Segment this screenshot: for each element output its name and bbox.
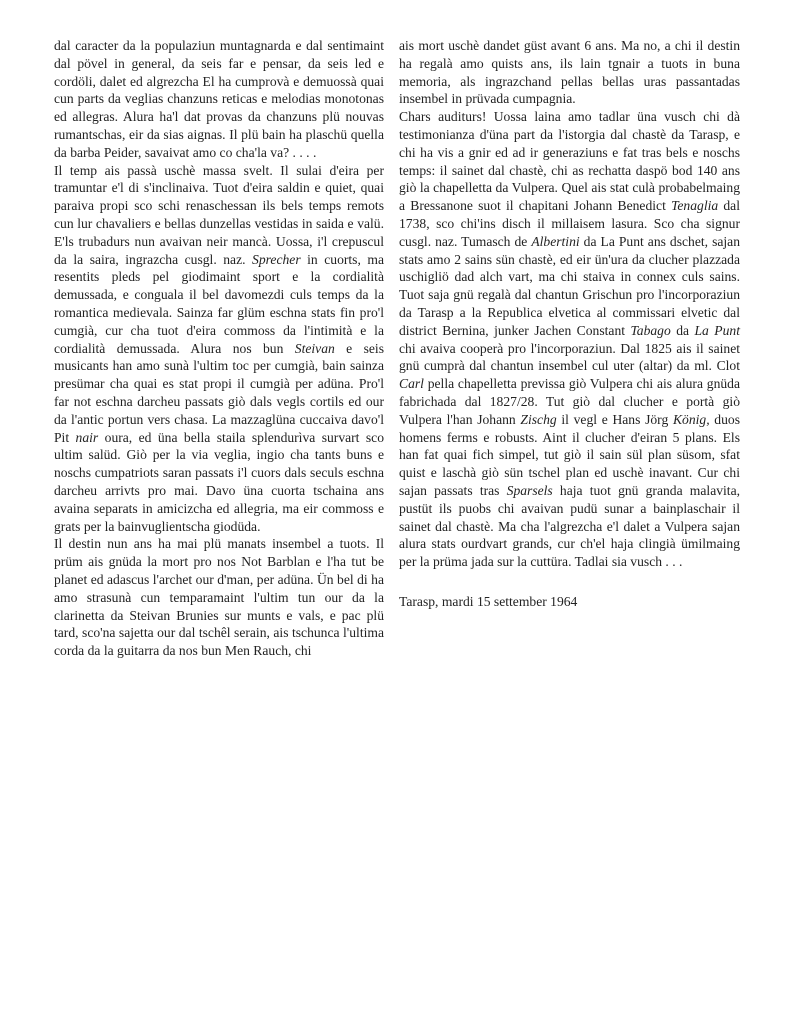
- left-column: [54, 37, 384, 660]
- italic-name: Zischg: [520, 411, 557, 427]
- text-run: e seis musicants han amo sunà l'ultim toc per cumgià, bain sainza presümar cha quai es stat propi il cumgià per adüna. Pro'l far not eschna darcheu passats giò dals vegls cortils ed our da l'antic portun vers chasa. La mazzaglüna cuccaiva davo'l Pit: [54, 340, 384, 445]
- text-run: Il destin nun ans ha mai plü manats insembel a tuots. Il prüm ais gnüda la mort pro nos Not Barblan e l'ha tut be planet ed adascus l'archet our d'man, per adüna. Ün bel di ha amo strasunà cun temparamaint l'ultim tun our da la clarinetta da Steivan Brunies sur munts e vals, e pac plü tard, sco'na sajetta our dal tschêl serain, ais tschunca l'ultima corda da la guitarra da nos bun Men Rauch, chi: [54, 536, 384, 659]
- text-run: ais mort uschè dandet güst avant 6 ans. Ma no, a chi il destin ha regalà amo quists ans, ils lain tgnair a tuots in buna memoria, als ingrazchand pellas bellas uras passantadas insembel in prüvada cumpagnia.: [399, 38, 740, 107]
- text-run: dal caracter da la populaziun muntagnarda e dal sentimaint dal pövel in general, da seis far e pensar, da seis led e cordöli, dalet ed algrezcha El ha cumprovà e demuossà quai cun parts da veglias chanzuns reticas e melodias monotonas ed allegras. Alura ha'l dat provas da chanzuns plü nouvas rumantschas, eir da sias aignas. Il plü bain ha plaschü quella da barba Peider, savaivat amo co cha'la va? . . . .: [54, 38, 384, 160]
- italic-name: La Punt: [694, 322, 740, 338]
- paragraph: [399, 108, 740, 571]
- text-run: da La Punt ans dschet, sajan stats amo 2 sains sün chastè, ed eir ün'ura da clucher plazzada uschigliö dad alch vart, ma chi staiva in connex culs sains. Tuot saja gnü regalà dal chantun Grischun pro l'incorporaziun da Tarasp a la Republica elvetica al commissari elvetic dal district Bernina, junker Jachen Constant: [399, 233, 740, 338]
- text-run: Il temp ais passà uschè massa svelt. Il sulai d'eira per tramuntar e'l di s'inclinaiva. Tuot d'eira saldin e quiet, quai paraiva propi sco schi renaschessan ils bels temps remots cun lur chavaliers e bellas dunzellas vestidas in saida e valü. E'ls trubadurs nun avaivan neir mancà. Uossa, i'l crepuscul da la saira, ingrazcha cusgl. naz.: [54, 162, 384, 267]
- right-column: [399, 37, 740, 611]
- place-date-signoff: Tarasp, mardi 15 settember 1964: [399, 593, 578, 609]
- text-run: dal 1738, sco chi'ins disch il millaisem lasura. Sco cha signur cusgl. naz. Tumasch de: [399, 198, 740, 249]
- italic-name: König,: [672, 411, 710, 427]
- italic-name: Albertini: [531, 233, 580, 249]
- italic-name: Carl: [399, 376, 424, 392]
- text-run: Chars auditurs! Uossa laina amo tadlar üna vusch chi dà testimonianza d'üna part da l'istorgia dal chastè da Tarasp, e chi ha vis a gnir ed ad ir generaziuns e fat tras bels e noschs temps: il sainet dal chastè, chi as rechatta daspö bod 140 ans giò la chapelletta da Vulpera. Quel ais stat culà probabelmaing a Bressanone suot il chapitani Johann Benedict: [399, 109, 740, 214]
- paragraph: [54, 535, 384, 660]
- italic-name: Sparsels: [506, 482, 553, 498]
- paragraph: [399, 37, 740, 108]
- italic-name: Tenaglia: [671, 198, 719, 214]
- text-run: da: [670, 322, 695, 338]
- text-run: pella chapelletta previssa giò Vulpera chi ais alura gnüda fabrichada dal 1827/28. Tut giò dal clucher e portà giò Vulpera l'han Johann: [399, 376, 740, 427]
- paragraph: [54, 162, 384, 536]
- paragraph: [54, 37, 384, 162]
- text-run: chi avaiva cooperà pro l'incorporaziun. Dal 1825 ais il sainet gnü cumprà dal chantun insembel cul uter (altar) da ml. Clot: [399, 340, 740, 374]
- text-run: duos homens ferms e robusts. Aint il clucher d'eiran 5 plans. Els han fat quai fich simpel, tut giò il sain sül plan süsom, sfat quist e laschà giò sün tschel plan ed uschè inavant. Cur chi sajan passats tras: [399, 411, 740, 498]
- italic-name: Sprecher: [252, 251, 301, 267]
- text-run: haja tuot gnü granda malavita, pustüt ils puobs chi avaivan pudü sunar a bainplaschair il sainet dal chastè. Ma cha l'algrezcha e'l dalet a Vulpera sajan alura stats ourdvart grands, cur ch'el haja clingià ümilmaing per la prüma jada sur la cuttüra. Tadlai sia vusch . . .: [399, 482, 741, 570]
- italic-name: nair: [75, 429, 99, 445]
- text-run: il vegl e Hans Jörg: [556, 411, 673, 427]
- italic-name: Tabago: [630, 322, 671, 338]
- italic-name: Steivan: [294, 340, 335, 356]
- text-run: oura, ed üna bella staila splendurìva survart sco ultim salüd. Giò per la via veglia, ingio cha tants buns e noschs cumpatriots saran passats i'l cuors dals seculs eschna darcheu arrivts pro mai. Davo üna cuorta tschaina ans avaina separats in amicizcha ed allegria, ma eir commoss e grats per la bainvuglientscha giodüda.: [54, 429, 385, 534]
- text-run: in cuorts, ma resentits pleds pel giodimaint sport e la cordialità demussada, e conguala il bel davomezdi culs temps da la romantica medievala. Sainza far glüm eschna stats fin pro'l cumgià, cur cha tuot d'eira commoss da l'intimità e la cordialità demussada. Alura nos bun: [54, 251, 385, 356]
